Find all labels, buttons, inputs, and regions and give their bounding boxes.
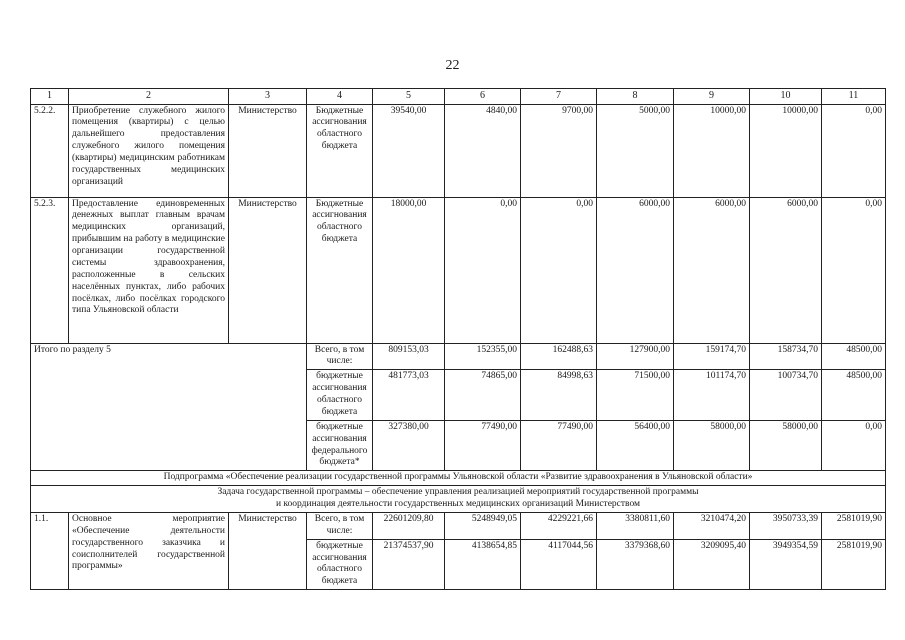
value-cell: 84998,63 — [521, 370, 597, 421]
table-row — [31, 512, 886, 539]
row-funding-source: Всего, в том числе: — [307, 512, 373, 539]
task-title-line: Задача государственной программы – обеспечение управления реализацией мероприятий государственной программы — [217, 487, 699, 498]
row-executor: Министерство — [229, 512, 307, 589]
value-cell: 21374537,90 — [373, 539, 445, 590]
header-cell: 1 — [31, 89, 69, 105]
value-cell: 6000,00 — [674, 197, 750, 343]
value-cell: 4229221,66 — [521, 512, 597, 539]
value-cell: 48500,00 — [822, 343, 886, 370]
value-cell: 2581019,90 — [822, 539, 886, 590]
value-cell: 39540,00 — [373, 104, 445, 197]
value-cell: 6000,00 — [750, 197, 822, 343]
header-cell: 6 — [445, 89, 521, 105]
row-executor: Министерство — [229, 197, 307, 343]
value-cell: 0,00 — [521, 197, 597, 343]
value-cell: 77490,00 — [445, 420, 521, 471]
header-cell: 3 — [229, 89, 307, 105]
table-row — [31, 197, 886, 343]
value-cell: 158734,70 — [750, 343, 822, 370]
subprogram-row — [31, 471, 886, 486]
value-cell: 10000,00 — [674, 104, 750, 197]
value-cell: 3209095,40 — [674, 539, 750, 590]
table-row — [31, 104, 886, 197]
row-number: 5.2.3. — [31, 197, 69, 343]
value-cell: 0,00 — [822, 197, 886, 343]
row-funding-source: Бюджетные ассигнования областного бюджета — [307, 104, 373, 197]
value-cell: 152355,00 — [445, 343, 521, 370]
column-number-row — [31, 89, 886, 105]
value-cell: 100734,70 — [750, 370, 822, 421]
value-cell: 74865,00 — [445, 370, 521, 421]
value-cell: 327380,00 — [373, 420, 445, 471]
task-title — [31, 486, 886, 513]
value-cell: 58000,00 — [750, 420, 822, 471]
header-cell: 2 — [69, 89, 229, 105]
value-cell: 48500,00 — [822, 370, 886, 421]
row-description: Предоставление единовременных денежных выплат главным врачам медицинских организаций, прибывшим на работу в медицинские организации государственной системы здравоохранения, расположенные в сельских населённых пунктах, либо рабочих посёлках, либо посёлках городского типа Ульяновской области — [69, 197, 229, 343]
header-cell: 9 — [674, 89, 750, 105]
header-cell: 8 — [597, 89, 674, 105]
value-cell: 5000,00 — [597, 104, 674, 197]
header-cell: 5 — [373, 89, 445, 105]
value-cell: 3950733,39 — [750, 512, 822, 539]
row-funding-source: Бюджетные ассигнования областного бюджета — [307, 197, 373, 343]
value-cell: 56400,00 — [597, 420, 674, 471]
value-cell: 0,00 — [822, 420, 886, 471]
value-cell: 0,00 — [822, 104, 886, 197]
value-cell: 481773,03 — [373, 370, 445, 421]
value-cell: 4138654,85 — [445, 539, 521, 590]
value-cell: 58000,00 — [674, 420, 750, 471]
value-cell: 101174,70 — [674, 370, 750, 421]
value-cell: 4117044,56 — [521, 539, 597, 590]
header-cell: 10 — [750, 89, 822, 105]
value-cell: 3380811,60 — [597, 512, 674, 539]
total-row — [31, 343, 886, 370]
value-cell: 77490,00 — [521, 420, 597, 471]
total-funding-source: бюджетные ассигнования областного бюджета — [307, 370, 373, 421]
budget-table — [30, 88, 886, 590]
row-description: Приобретение служебного жилого помещения (квартиры) с целью дальнейшего предоставления служебного жилого помещения (квартиры) медицинским работникам государственных медицинских организаций — [69, 104, 229, 197]
header-cell: 11 — [822, 89, 886, 105]
value-cell: 9700,00 — [521, 104, 597, 197]
row-description: Основное мероприятие «Обеспечение деятельности государственного заказчика и соисполнителей государственной программы» — [69, 512, 229, 589]
value-cell: 0,00 — [445, 197, 521, 343]
value-cell: 6000,00 — [597, 197, 674, 343]
value-cell: 18000,00 — [373, 197, 445, 343]
value-cell: 162488,63 — [521, 343, 597, 370]
value-cell: 71500,00 — [597, 370, 674, 421]
subprogram-title: Подпрограмма «Обеспечение реализации государственной программы Ульяновской области «Развитие здравоохранения в Ульяновской области» — [31, 471, 886, 486]
value-cell: 2581019,90 — [822, 512, 886, 539]
task-row — [31, 486, 886, 513]
row-number: 5.2.2. — [31, 104, 69, 197]
value-cell: 22601209,80 — [373, 512, 445, 539]
header-cell: 4 — [307, 89, 373, 105]
page-number: 22 — [445, 58, 460, 73]
value-cell: 5248949,05 — [445, 512, 521, 539]
header-cell: 7 — [521, 89, 597, 105]
value-cell: 809153,03 — [373, 343, 445, 370]
value-cell: 3210474,20 — [674, 512, 750, 539]
value-cell: 3379368,60 — [597, 539, 674, 590]
value-cell: 3949354,59 — [750, 539, 822, 590]
task-title-line: и координация деятельности государственных медицинских организаций Министерством — [275, 499, 641, 509]
row-executor: Министерство — [229, 104, 307, 197]
value-cell: 159174,70 — [674, 343, 750, 370]
total-funding-source: бюджетные ассигнования федерального бюджета* — [307, 420, 373, 471]
row-number: 1.1. — [31, 512, 69, 589]
total-label: Итого по разделу 5 — [31, 343, 307, 471]
row-funding-source: бюджетные ассигнования областного бюджета — [307, 539, 373, 590]
value-cell: 4840,00 — [445, 104, 521, 197]
value-cell: 127900,00 — [597, 343, 674, 370]
total-funding-source: Всего, в том числе: — [307, 343, 373, 370]
value-cell: 10000,00 — [750, 104, 822, 197]
